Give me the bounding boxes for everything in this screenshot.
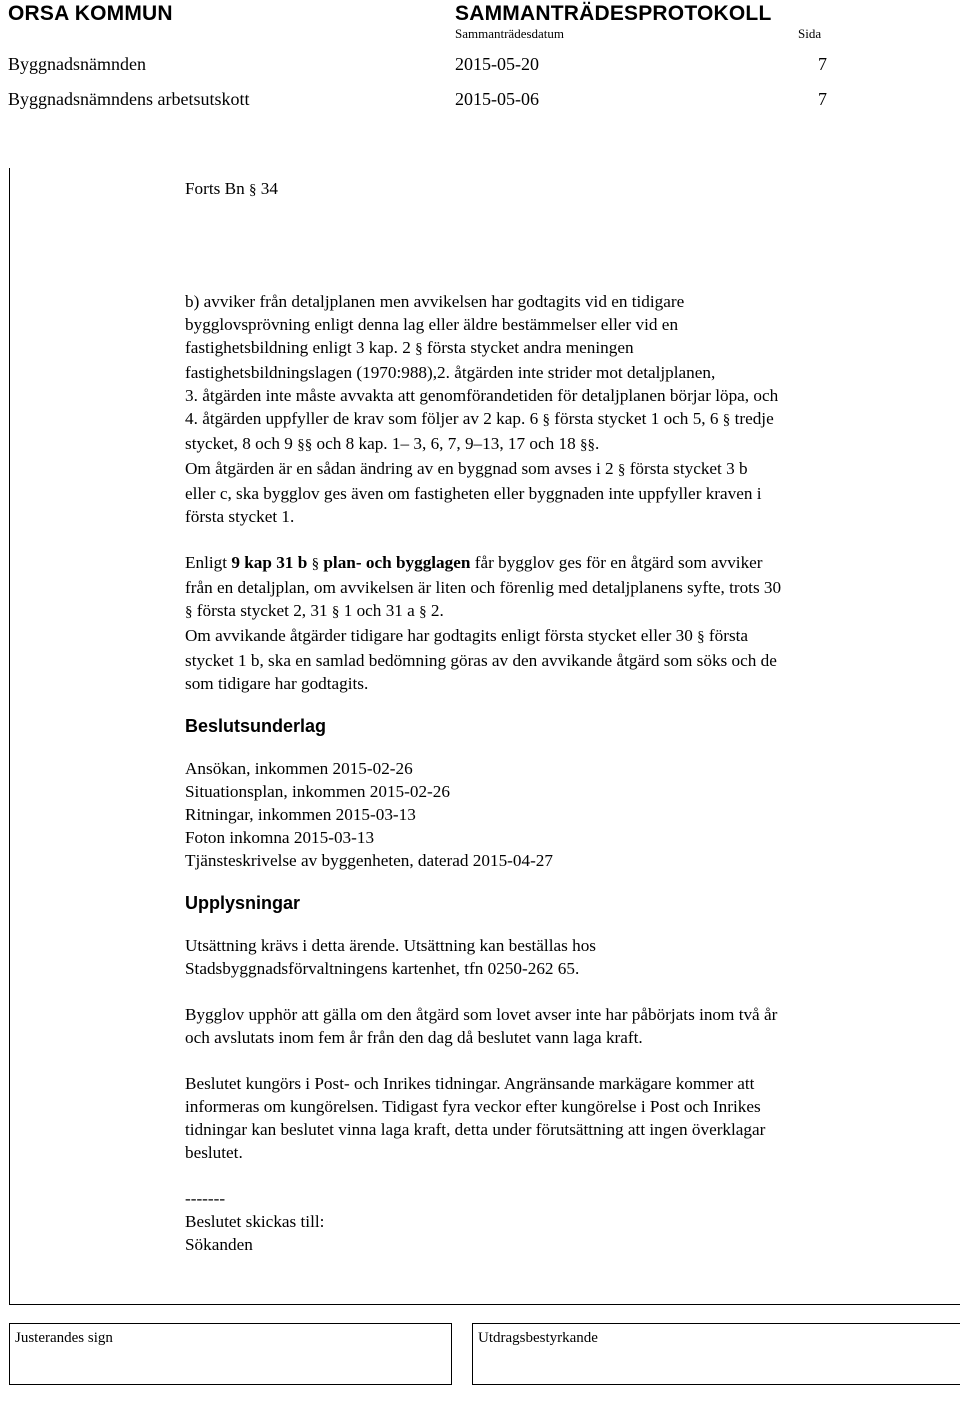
extract-certification-label: Utdragsbestyrkande [478, 1330, 598, 1346]
list-item: Ritningar, inkommen 2015-03-13 [185, 805, 416, 824]
distribution-recipient: Sökanden [185, 1235, 253, 1254]
info-paragraph-announcement: Beslutet kungörs i Post- och Inrikes tidningar. Angränsande markägare kommer att informeras om kungörelsen. Tidigast fyra veckor efter kungörelse i Post och Inrikes tidningar kan beslutet vinna laga kraft, detta under förutsättning att ingen överklagar beslutet. [185, 1074, 766, 1162]
page-label: Sida [798, 26, 822, 41]
info-paragraph-staking: Utsättning krävs i detta ärende. Utsättning kan beställas hos Stadsbyggnadsförvaltningens kartenhet, tfn 0250-262 65. [185, 936, 596, 978]
meeting-date: 2015-05-06 [455, 89, 539, 109]
heading-beslutsunderlag: Beslutsunderlag [185, 716, 327, 736]
protocol-content [185, 177, 885, 1256]
paragraph-conditions: b) avviker från detaljplanen men avvikelsen har godtagits vid en tidigare bygglovsprövning enligt denna lag eller äldre bestämmelser eller vid en fastighetsbildning enligt 3 kap. 2 § första stycket andra meningen fastighetsbildningslagen (1970:988),2. åtgärden inte strider mot detaljplanen, 3. åtgärden inte måste avvakta att genomförandetiden för detaljplanen börjar löpa, och 4. åtgärden uppfyller de krav som följer av 2 kap. 6 § första stycket 1 och 5, 6 § tredje stycket, 8 och 9 §§ och 8 kap. 1– 3, 6, 7, 9–13, 17 och 18 §§. Om åtgärden är en sådan ändring av en byggnad som avses i 2 § första stycket 3 b eller c, ska bygglov ges även om fastigheten eller byggnaden inte uppfyller kraven i första stycket 1. [185, 292, 779, 526]
body-name: Byggnadsnämnden [8, 54, 146, 74]
document-type: SAMMANTRÄDESPROTOKOLL [455, 2, 772, 25]
distribution-label: Beslutet skickas till: [185, 1212, 325, 1231]
document-list [185, 757, 885, 872]
meeting-date: 2015-05-20 [455, 54, 539, 74]
heading-upplysningar: Upplysningar [185, 893, 301, 913]
list-item: Ansökan, inkommen 2015-02-26 [185, 759, 413, 778]
list-item: Tjänsteskrivelse av byggenheten, daterad 2015-04-27 [185, 851, 553, 870]
paragraph-deviation: Enligt 9 kap 31 b § plan- och bygglagen får bygglov ges för en åtgärd som avviker från en detaljplan, om avvikelsen är liten och förenlig med detaljplanens syfte, trots 30 § första stycket 2, 31 § 1 och 31 a § 2. Om avvikande åtgärder tidigare har godtagits enligt första stycket eller 30 § första stycket 1 b, ska en samlad bedömning göras av den avvikande åtgärd som söks och de som tidigare har godtagits. [185, 553, 782, 693]
info-paragraph-validity: Bygglov upphör att gälla om den åtgärd som lovet avser inte har påbörjats inom två år och avslutats inom fem år från den dag då beslutet vann laga kraft. [185, 1005, 778, 1047]
bottom-divider-line [9, 1304, 960, 1305]
adjuster-sign-label: Justerandes sign [15, 1330, 113, 1346]
page-number: 7 [818, 89, 827, 109]
extract-certification-box [472, 1323, 960, 1385]
list-item: Situationsplan, inkommen 2015-02-26 [185, 782, 450, 801]
left-margin-line [9, 168, 10, 1304]
divider-text: ------- [185, 1189, 226, 1208]
body-name: Byggnadsnämndens arbetsutskott [8, 89, 250, 109]
meeting-date-label: Sammanträdesdatum [455, 26, 565, 41]
page-number: 7 [818, 54, 827, 74]
list-item: Foton inkomna 2015-03-13 [185, 828, 375, 847]
adjuster-sign-box [9, 1323, 452, 1385]
continuation-heading: Forts Bn § 34 [185, 179, 278, 198]
organization-name: ORSA KOMMUN [8, 2, 173, 25]
